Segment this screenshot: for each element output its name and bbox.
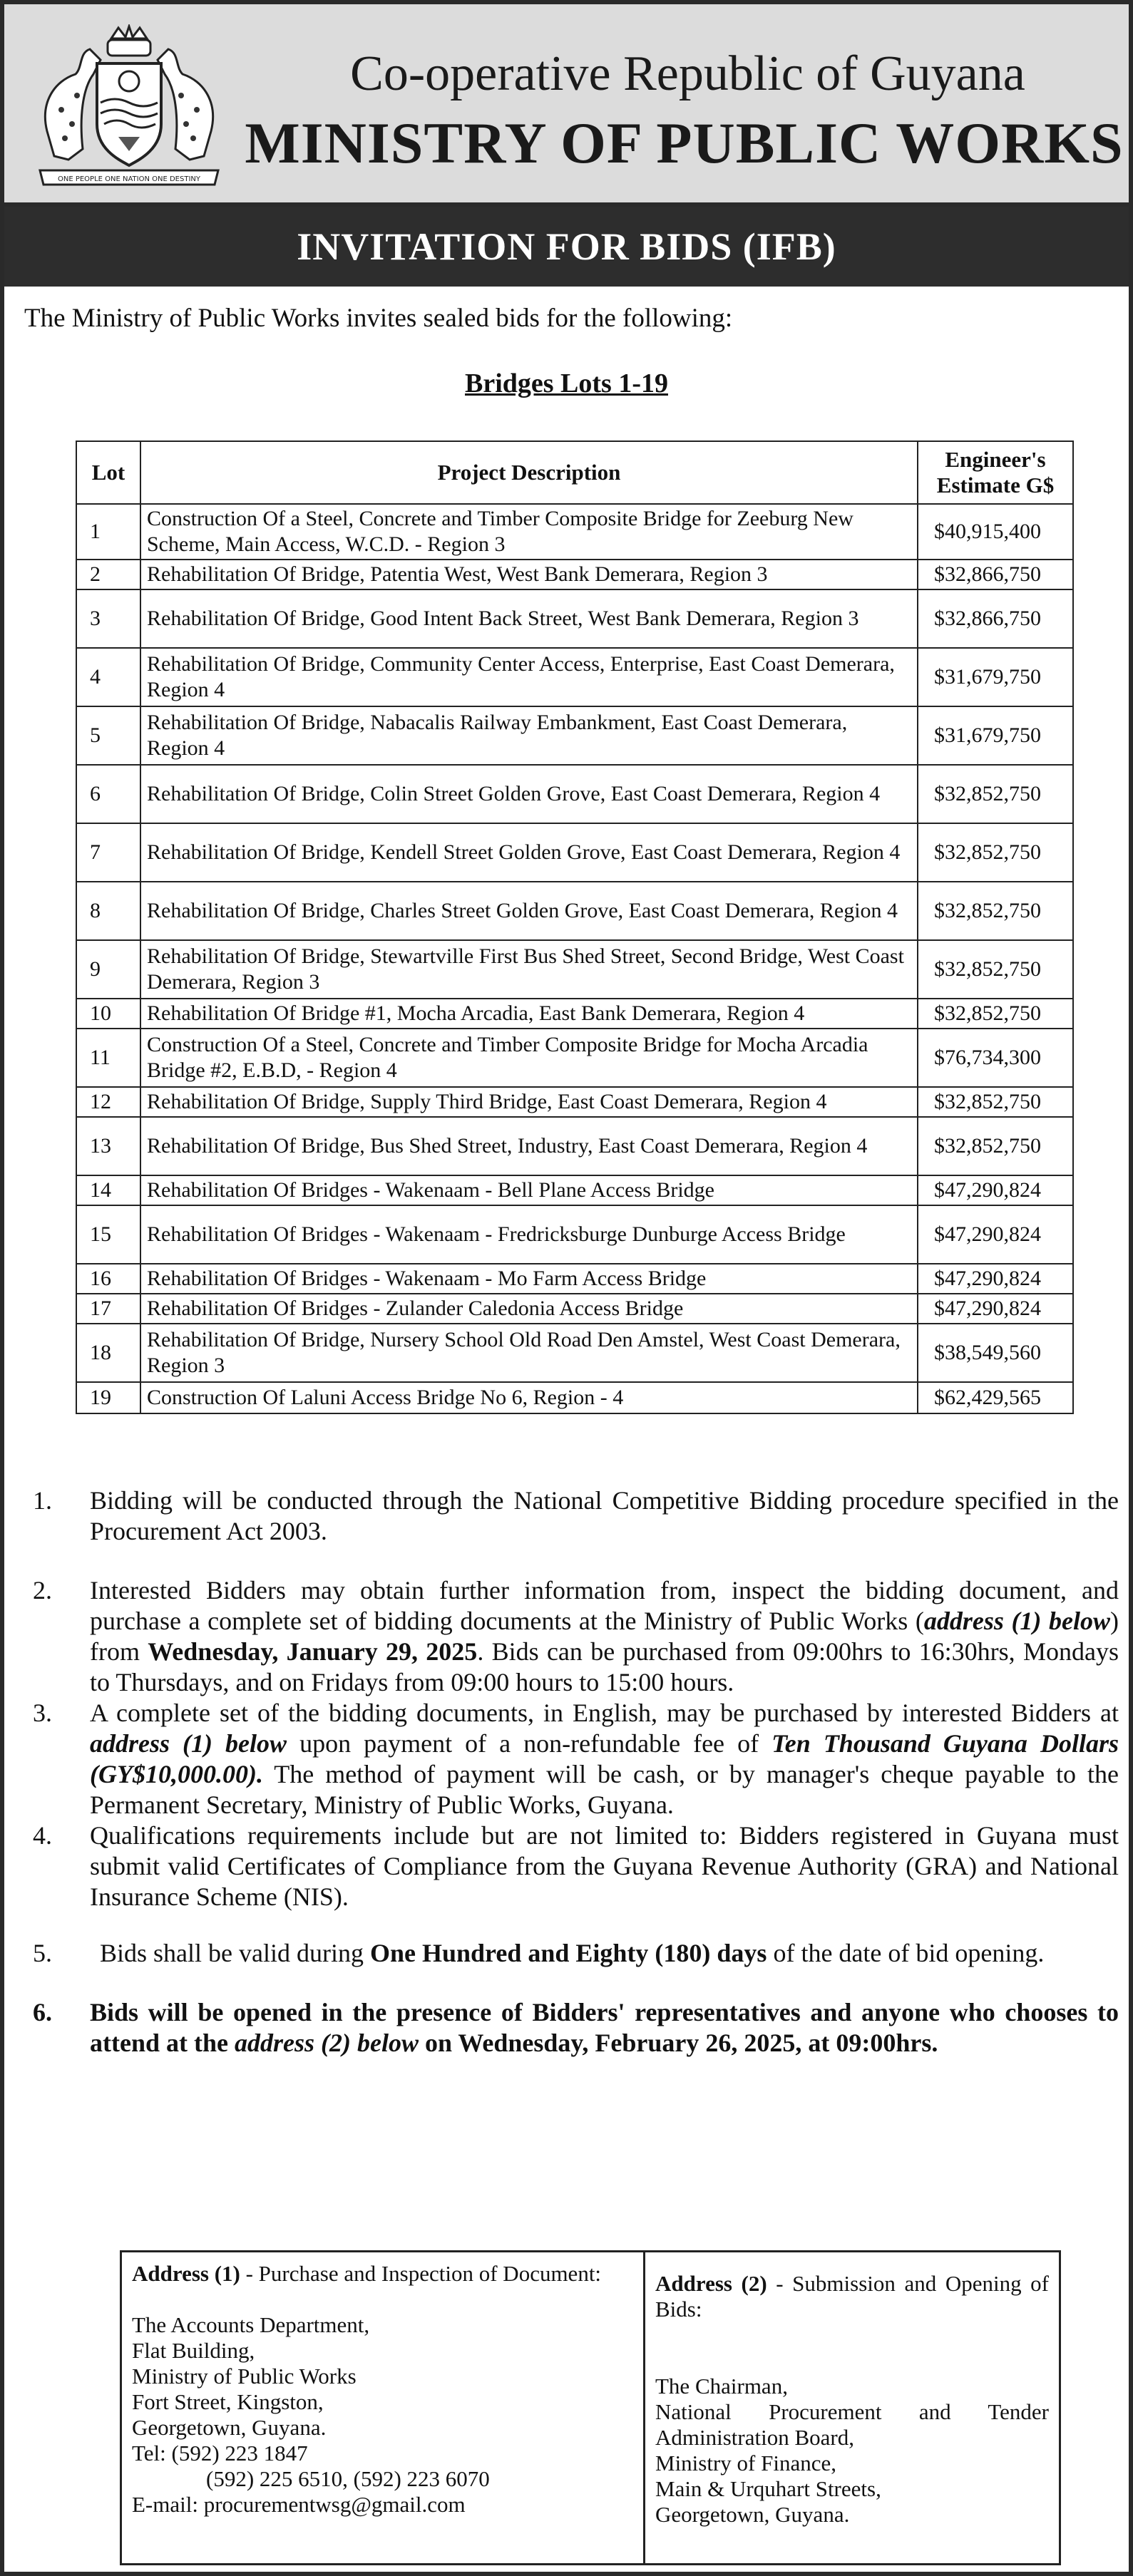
condition-item — [24, 1485, 1119, 1547]
item-text: The method of payment will be cash, or by manager's cheque payable to the Permanent Secretary, Ministry of Public Works, Guyana. — [90, 1760, 1119, 1819]
table-row — [76, 1324, 1073, 1382]
address-reference: address (2) below — [234, 2029, 419, 2057]
email: E-mail: procurementwsg@gmail.com — [132, 2492, 466, 2517]
address-line: National Procurement and Tender Administration Board, — [655, 2399, 1049, 2450]
address-1-box — [122, 2252, 645, 2563]
engineer-estimate: $32,852,750 — [918, 823, 1073, 882]
lot-number: 2 — [76, 560, 140, 589]
lot-number: 6 — [76, 765, 140, 823]
item-text: of the date of bid opening. — [767, 1939, 1045, 1967]
project-description: Rehabilitation Of Bridges - Wakenaam - Fredricksburge Dunburge Access Bridge — [140, 1205, 918, 1264]
fee-amount: Ten Thousand Guyana Dollars (GY$10,000.00). — [90, 1729, 1119, 1788]
project-description: Rehabilitation Of Bridge, Charles Street Golden Grove, East Coast Demerara, Region 4 — [140, 882, 918, 940]
engineer-estimate: $40,915,400 — [918, 504, 1073, 560]
item-text: Bids shall be valid during — [100, 1939, 370, 1967]
item-number: 6. — [33, 1998, 52, 2026]
item-text: Qualifications requirements include but are not limited to: Bidders registered in Guyana must submit valid Certificates of Compliance from the Guyana Revenue Authority (GRA) and National Insurance Scheme (NIS). — [90, 1821, 1119, 1911]
table-row — [76, 1117, 1073, 1175]
table-row — [76, 823, 1073, 882]
project-description: Rehabilitation Of Bridges - Wakenaam - Mo Farm Access Bridge — [140, 1264, 918, 1294]
project-description: Rehabilitation Of Bridges - Wakenaam - Bell Plane Access Bridge — [140, 1175, 918, 1205]
lot-number: 12 — [76, 1087, 140, 1117]
lot-number: 10 — [76, 999, 140, 1029]
address-line: Georgetown, Guyana. — [655, 2502, 850, 2527]
estimate-header: Engineer's Estimate G$ — [918, 441, 1073, 504]
item-number: 3. — [33, 1699, 52, 1727]
lot-number: 9 — [76, 940, 140, 999]
address-line: Ministry of Finance, — [655, 2451, 836, 2475]
engineer-estimate: $76,734,300 — [918, 1029, 1073, 1087]
table-row — [76, 1382, 1073, 1413]
table-row — [76, 1087, 1073, 1117]
item-text: upon payment of a non-refundable fee of — [287, 1729, 772, 1758]
purchase-start-date: Wednesday, January 29, 2025 — [148, 1637, 478, 1666]
condition-item — [24, 1997, 1119, 2059]
table-row — [76, 504, 1073, 560]
address-line: Fort Street, Kingston, — [132, 2389, 324, 2414]
table-row — [76, 882, 1073, 940]
address-2-title: Address (2) - Submission and Opening of Bids: — [655, 2271, 1049, 2322]
project-description: Construction Of a Steel, Concrete and Timber Composite Bridge for Zeeburg New Scheme, Main Access, W.C.D. - Region 3 — [140, 504, 918, 560]
address-reference: address (1) below — [90, 1729, 287, 1758]
validity-period: One Hundred and Eighty (180) days — [369, 1939, 767, 1967]
engineer-estimate: $38,549,560 — [918, 1324, 1073, 1382]
address-line: Flat Building, — [132, 2338, 255, 2363]
engineer-estimate: $32,852,750 — [918, 882, 1073, 940]
item-number: 4. — [33, 1821, 52, 1850]
item-text: on Wednesday, February 26, 2025, at 09:00hrs. — [418, 2029, 938, 2057]
table-row — [76, 1029, 1073, 1087]
engineer-estimate: $47,290,824 — [918, 1205, 1073, 1264]
table-row — [76, 706, 1073, 765]
table-row — [76, 999, 1073, 1029]
lot-number: 15 — [76, 1205, 140, 1264]
address-line: Main & Urquhart Streets, — [655, 2476, 881, 2501]
ifb-banner: INVITATION FOR BIDS (IFB) — [4, 207, 1129, 287]
item-text: Interested Bidders may obtain further information from, inspect the bidding document, and purchase a complete set of bidding documents at the Ministry of Public Works ( — [90, 1576, 1119, 1635]
lot-number: 19 — [76, 1382, 140, 1413]
item-text: ) from — [90, 1607, 1119, 1666]
condition-item — [24, 1820, 1119, 1912]
table-row — [76, 1175, 1073, 1205]
lot-number: 13 — [76, 1117, 140, 1175]
engineer-estimate: $31,679,750 — [918, 706, 1073, 765]
lots-table — [76, 441, 1074, 1414]
address-reference: address (1) below — [923, 1607, 1110, 1635]
project-description: Rehabilitation Of Bridge, Stewartville First Bus Shed Street, Second Bridge, West Coast Demerara, Region 3 — [140, 940, 918, 999]
svg-text:ONE PEOPLE ONE NATION ONE DEST: ONE PEOPLE ONE NATION ONE DESTINY — [57, 175, 201, 183]
lots-subtitle: Bridges Lots 1-19 — [465, 369, 668, 398]
item-text: Bids will be opened in the presence of Bidders' representatives and anyone who chooses to attend at the — [90, 1998, 1119, 2057]
project-description: Rehabilitation Of Bridge, Supply Third Bridge, East Coast Demerara, Region 4 — [140, 1087, 918, 1117]
lot-number: 16 — [76, 1264, 140, 1294]
engineer-estimate: $62,429,565 — [918, 1382, 1073, 1413]
lot-number: 4 — [76, 648, 140, 706]
country-name: Co-operative Republic of Guyana — [350, 46, 1025, 101]
project-description: Rehabilitation Of Bridge, Bus Shed Street, Industry, East Coast Demerara, Region 4 — [140, 1117, 918, 1175]
condition-item — [24, 1938, 1119, 1969]
table-row — [76, 1264, 1073, 1294]
item-text: . Bids can be purchased from 09:00hrs to 16:30hrs, Mondays to Thursdays, and on Fridays from 09:00 hours to 15:00 hours. — [90, 1637, 1119, 1696]
lot-number: 18 — [76, 1324, 140, 1382]
project-description: Rehabilitation Of Bridge, Community Center Access, Enterprise, East Coast Demerara, Region 4 — [140, 648, 918, 706]
lot-number: 11 — [76, 1029, 140, 1087]
address-1-title: Address (1) - Purchase and Inspection of Document: — [132, 2261, 602, 2286]
engineer-estimate: $32,852,750 — [918, 999, 1073, 1029]
ministry-name: MINISTRY OF PUBLIC WORKS — [245, 110, 1124, 175]
coat-of-arms-icon — [33, 24, 225, 190]
engineer-estimate: $47,290,824 — [918, 1294, 1073, 1324]
address-table — [120, 2250, 1061, 2565]
table-row — [76, 648, 1073, 706]
project-description: Construction Of a Steel, Concrete and Timber Composite Bridge for Mocha Arcadia Bridge #2, E.B.D, - Region 4 — [140, 1029, 918, 1087]
lot-number: 14 — [76, 1175, 140, 1205]
project-description: Rehabilitation Of Bridge, Good Intent Back Street, West Bank Demerara, Region 3 — [140, 589, 918, 648]
conditions-list — [24, 1485, 1119, 2059]
engineer-estimate: $32,852,750 — [918, 1087, 1073, 1117]
lot-number: 17 — [76, 1294, 140, 1324]
condition-item — [24, 1698, 1119, 1820]
lot-number: 3 — [76, 589, 140, 648]
intro-text: The Ministry of Public Works invites sealed bids for the following: — [24, 304, 733, 333]
address-line: Georgetown, Guyana. — [132, 2415, 327, 2440]
lot-number: 1 — [76, 504, 140, 560]
description-header: Project Description — [140, 441, 918, 504]
condition-item — [24, 1575, 1119, 1698]
project-description: Rehabilitation Of Bridge #1, Mocha Arcadia, East Bank Demerara, Region 4 — [140, 999, 918, 1029]
engineer-estimate: $32,852,750 — [918, 1117, 1073, 1175]
telephone-additional: (592) 225 6510, (592) 223 6070 — [206, 2466, 490, 2491]
item-number: 1. — [33, 1486, 52, 1515]
engineer-estimate: $32,866,750 — [918, 589, 1073, 648]
engineer-estimate: $32,852,750 — [918, 765, 1073, 823]
table-row — [76, 589, 1073, 648]
table-row — [76, 560, 1073, 589]
project-description: Rehabilitation Of Bridge, Patentia West, West Bank Demerara, Region 3 — [140, 560, 918, 589]
engineer-estimate: $47,290,824 — [918, 1264, 1073, 1294]
header — [4, 4, 1129, 207]
address-line: The Accounts Department, — [132, 2312, 370, 2337]
lot-number: 8 — [76, 882, 140, 940]
project-description: Construction Of Laluni Access Bridge No 6, Region - 4 — [140, 1382, 918, 1413]
item-text: A complete set of the bidding documents, in English, may be purchased by interested Bidders at — [90, 1699, 1119, 1727]
address-2-box — [645, 2252, 1059, 2563]
project-description: Rehabilitation Of Bridge, Colin Street Golden Grove, East Coast Demerara, Region 4 — [140, 765, 918, 823]
table-row — [76, 765, 1073, 823]
lot-header: Lot — [76, 441, 140, 504]
engineer-estimate: $32,866,750 — [918, 560, 1073, 589]
engineer-estimate: $47,290,824 — [918, 1175, 1073, 1205]
telephone: Tel: (592) 223 1847 — [132, 2441, 308, 2466]
address-line: Ministry of Public Works — [132, 2364, 357, 2389]
engineer-estimate: $32,852,750 — [918, 940, 1073, 999]
table-row — [76, 1205, 1073, 1264]
engineer-estimate: $31,679,750 — [918, 648, 1073, 706]
project-description: Rehabilitation Of Bridge, Nursery School Old Road Den Amstel, West Coast Demerara, Region 3 — [140, 1324, 918, 1382]
item-number: 5. — [33, 1939, 52, 1967]
lot-number: 7 — [76, 823, 140, 882]
project-description: Rehabilitation Of Bridge, Nabacalis Railway Embankment, East Coast Demerara, Region 4 — [140, 706, 918, 765]
project-description: Rehabilitation Of Bridge, Kendell Street Golden Grove, East Coast Demerara, Region 4 — [140, 823, 918, 882]
table-row — [76, 1294, 1073, 1324]
address-line: The Chairman, — [655, 2374, 788, 2399]
table-row — [76, 940, 1073, 999]
item-number: 2. — [33, 1576, 52, 1604]
table-header-row — [76, 441, 1073, 504]
lot-number: 5 — [76, 706, 140, 765]
project-description: Rehabilitation Of Bridges - Zulander Caledonia Access Bridge — [140, 1294, 918, 1324]
item-text: Bidding will be conducted through the National Competitive Bidding procedure specified in the Procurement Act 2003. — [90, 1486, 1119, 1545]
